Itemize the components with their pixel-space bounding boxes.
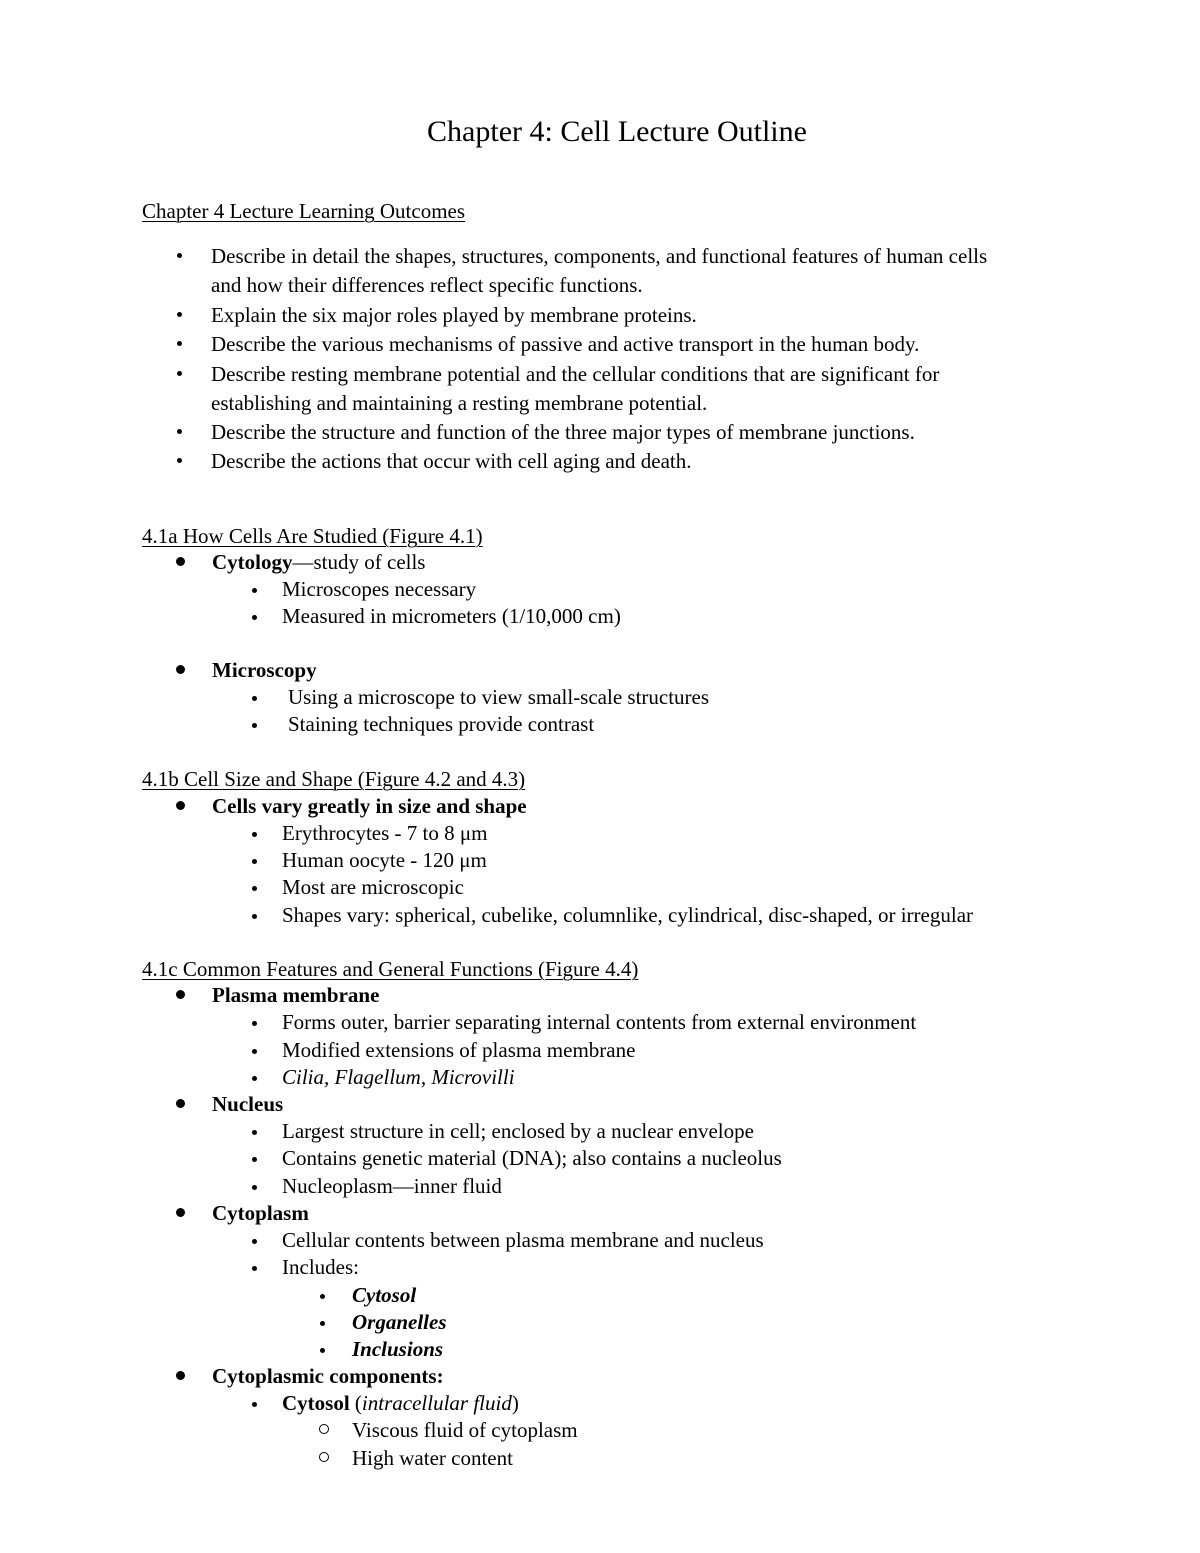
circle-bullet-icon: [319, 1452, 329, 1462]
outcome-line: Describe in detail the shapes, structures, components, and functional features of human cells: [211, 244, 988, 268]
outcome-line: Describe the various mechanisms of passive and active transport in the human body.: [211, 332, 920, 356]
sub-bullet-icon: [252, 1239, 257, 1244]
sub-item: Forms outer, barrier separating internal contents from external environment: [282, 1010, 917, 1034]
sub-bullet-icon: [252, 1402, 257, 1407]
sub-bullet-icon: [252, 1021, 257, 1026]
bullet-icon: [176, 1208, 185, 1217]
sub-bullet-icon: [252, 1076, 257, 1081]
sub-item: Largest structure in cell; enclosed by a nuclear envelope: [282, 1119, 754, 1143]
bullet-icon: [176, 665, 185, 674]
sub-bullet-icon: [252, 914, 257, 919]
bullet-icon: [177, 429, 182, 434]
bullet-icon: [177, 458, 182, 463]
outcomes-heading: Chapter 4 Lecture Learning Outcomes: [142, 199, 466, 223]
sub-item-italic: Cilia, Flagellum, Microvilli: [282, 1065, 515, 1089]
outcome-line: establishing and maintaining a resting membrane potential.: [211, 391, 708, 415]
bullet-icon: [176, 990, 185, 999]
sub-bullet-icon: [252, 696, 257, 701]
sub-bullet-icon: [252, 1266, 257, 1271]
sub-item: Includes:: [282, 1255, 359, 1279]
outcome-line: and how their differences reflect specific functions.: [211, 273, 643, 297]
sub-item: Contains genetic material (DNA); also contains a nucleolus: [282, 1146, 782, 1170]
bullet-icon: [176, 801, 185, 810]
sub-bullet-icon: [252, 1185, 257, 1190]
sub-item: Nucleoplasm—inner fluid: [282, 1174, 502, 1198]
bullet-icon: [176, 557, 185, 566]
includes-item: Cytosol: [352, 1283, 417, 1307]
term-cytology-definition: —study of cells: [292, 550, 426, 574]
sub-sub-bullet-icon: [320, 1321, 325, 1326]
term-cells-vary: Cells vary greatly in size and shape: [212, 794, 527, 818]
sub-item: Shapes vary: spherical, cubelike, columnlike, cylindrical, disc-shaped, or irregular: [282, 903, 974, 927]
outcome-line: Describe resting membrane potential and the cellular conditions that are significant for: [211, 362, 940, 386]
term-cytoplasm: Cytoplasm: [212, 1201, 309, 1225]
section-heading-4-1a: 4.1a How Cells Are Studied (Figure 4.1): [142, 524, 483, 548]
sub-bullet-icon: [252, 886, 257, 891]
sub-sub-bullet-icon: [320, 1294, 325, 1299]
bullet-icon: [177, 253, 182, 258]
outcome-line: Describe the structure and function of the three major types of membrane junctions.: [211, 420, 915, 444]
includes-item: Organelles: [352, 1310, 447, 1334]
paren-close: ): [511, 1391, 519, 1415]
sub-sub-item: Viscous fluid of cytoplasm: [352, 1418, 578, 1442]
term-cytosol-italic: intracellular fluid: [361, 1391, 512, 1415]
paren-open: (: [354, 1391, 362, 1415]
section-heading-4-1b: 4.1b Cell Size and Shape (Figure 4.2 and 4.3): [142, 767, 526, 791]
sub-bullet-icon: [252, 588, 257, 593]
sub-item: Staining techniques provide contrast: [288, 712, 595, 736]
sub-bullet-icon: [252, 615, 257, 620]
term-cytology: Cytology: [212, 550, 293, 574]
sub-item: Most are microscopic: [282, 875, 464, 899]
outcome-line: Explain the six major roles played by membrane proteins.: [211, 303, 697, 327]
includes-item: Inclusions: [352, 1337, 444, 1361]
term-microscopy: Microscopy: [212, 658, 317, 682]
sub-sub-bullet-icon: [320, 1348, 325, 1353]
sub-item: Human oocyte - 120 μm: [282, 848, 487, 872]
sub-bullet-icon: [252, 832, 257, 837]
sub-bullet-icon: [252, 1157, 257, 1162]
term-plasma-membrane: Plasma membrane: [212, 983, 380, 1007]
term-nucleus: Nucleus: [212, 1092, 284, 1116]
sub-sub-item: High water content: [352, 1446, 513, 1470]
term-line-cytology: [212, 549, 425, 575]
section-heading-4-1c: 4.1c Common Features and General Functions (Figure 4.4): [142, 957, 639, 981]
sub-bullet-icon: [252, 723, 257, 728]
term-cytoplasmic-components: Cytoplasmic components:: [212, 1364, 444, 1388]
bullet-icon: [177, 341, 182, 346]
sub-bullet-icon: [252, 859, 257, 864]
cytosol-line: [282, 1390, 519, 1416]
sub-bullet-icon: [252, 1049, 257, 1054]
sub-item: Microscopes necessary: [282, 577, 477, 601]
sub-bullet-icon: [252, 1130, 257, 1135]
sub-item: Measured in micrometers (1/10,000 cm): [282, 604, 621, 628]
circle-bullet-icon: [319, 1424, 329, 1434]
page-title: Chapter 4: Cell Lecture Outline: [427, 115, 807, 148]
sub-item: Cellular contents between plasma membrane and nucleus: [282, 1228, 764, 1252]
sub-item: Using a microscope to view small-scale structures: [288, 685, 710, 709]
bullet-icon: [177, 371, 182, 376]
outcome-line: Describe the actions that occur with cell aging and death.: [211, 449, 692, 473]
bullet-icon: [176, 1371, 185, 1380]
bullet-icon: [176, 1099, 185, 1108]
sub-item: Modified extensions of plasma membrane: [282, 1038, 636, 1062]
term-cytosol: Cytosol: [282, 1391, 350, 1415]
bullet-icon: [177, 312, 182, 317]
sub-item: Erythrocytes - 7 to 8 μm: [282, 821, 488, 845]
